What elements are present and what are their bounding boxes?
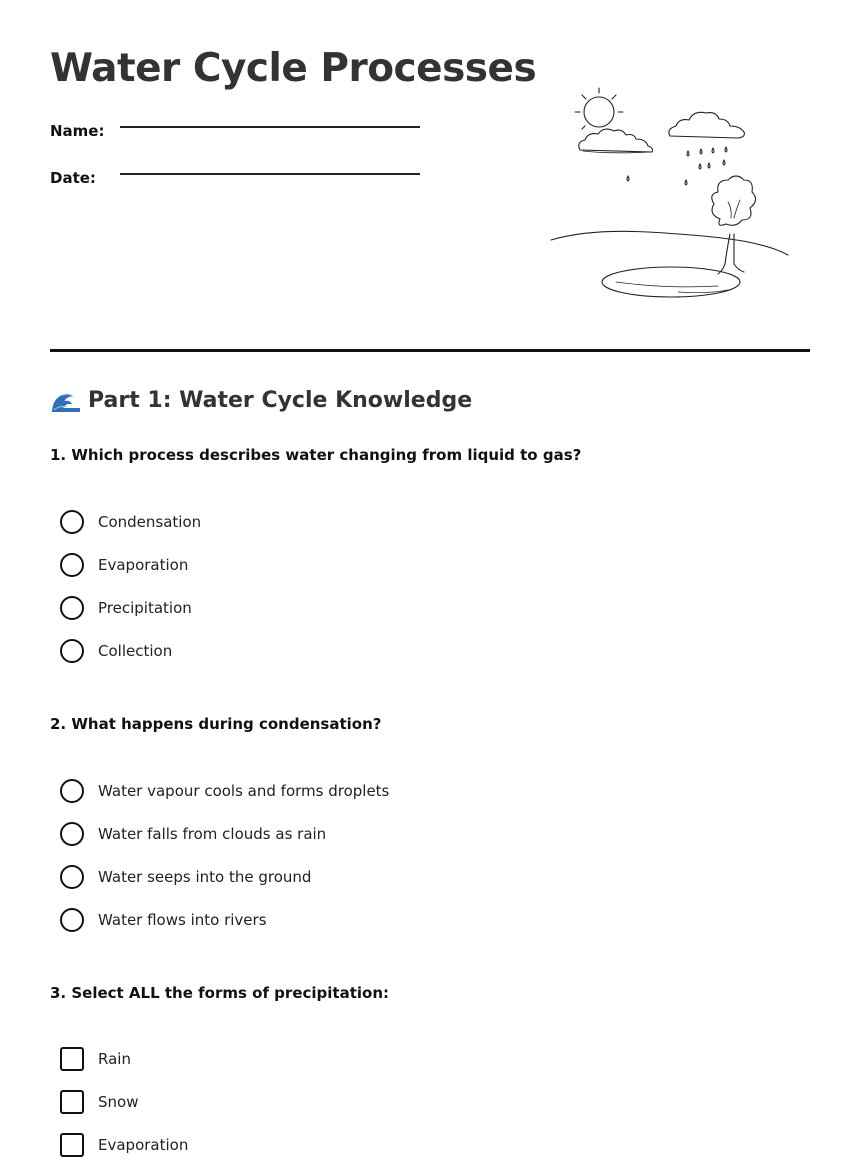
- q2-option-2[interactable]: [60, 821, 326, 847]
- radio-button[interactable]: [60, 510, 84, 534]
- checkbox[interactable]: [60, 1090, 84, 1114]
- q2-option-4[interactable]: [60, 907, 267, 933]
- q1-option-evaporation[interactable]: [60, 552, 188, 578]
- q1-option-precipitation[interactable]: [60, 595, 192, 621]
- radio-button[interactable]: [60, 908, 84, 932]
- checkbox[interactable]: [60, 1047, 84, 1071]
- q2-option-3[interactable]: [60, 864, 311, 890]
- option-label: Precipitation: [98, 599, 192, 617]
- radio-button[interactable]: [60, 639, 84, 663]
- q3-option-rain[interactable]: [60, 1046, 131, 1072]
- question-3: 3. Select ALL the forms of precipitation:: [50, 984, 389, 1002]
- section-divider: [50, 349, 810, 352]
- question-2: 2. What happens during condensation?: [50, 715, 382, 733]
- name-label: Name:: [50, 122, 105, 140]
- part1-heading: [50, 388, 472, 413]
- cloud-icon: [579, 129, 653, 152]
- hill-line: [551, 231, 788, 255]
- option-label: Water falls from clouds as rain: [98, 825, 327, 843]
- question-1: 1. Which process describes water changing from liquid to gas?: [50, 446, 582, 464]
- page-title: Water Cycle Processes: [50, 46, 537, 91]
- option-label: Water vapour cools and forms droplets: [98, 782, 390, 800]
- water-cycle-illustration: [548, 84, 793, 304]
- option-label: Evaporation: [98, 1136, 189, 1154]
- checkbox[interactable]: [60, 1133, 84, 1157]
- radio-button[interactable]: [60, 865, 84, 889]
- q3-option-snow[interactable]: [60, 1089, 138, 1115]
- radio-button[interactable]: [60, 553, 84, 577]
- option-label: Collection: [98, 642, 173, 660]
- part1-title: Part 1: Water Cycle Knowledge: [88, 388, 473, 413]
- wave-icon: [50, 389, 81, 413]
- tree-icon: [712, 176, 756, 274]
- sun-icon: [575, 88, 623, 129]
- radio-button[interactable]: [60, 596, 84, 620]
- option-label: Evaporation: [98, 556, 189, 574]
- name-field[interactable]: [120, 126, 420, 128]
- option-label: Water flows into rivers: [98, 911, 267, 929]
- option-label: Condensation: [98, 513, 202, 531]
- option-label: Water seeps into the ground: [98, 868, 312, 886]
- option-label: Snow: [98, 1093, 139, 1111]
- radio-button[interactable]: [60, 779, 84, 803]
- date-label: Date:: [50, 169, 96, 187]
- date-field[interactable]: [120, 173, 420, 175]
- q1-option-condensation[interactable]: [60, 509, 201, 535]
- q3-option-evaporation[interactable]: [60, 1132, 188, 1158]
- pond-icon: [602, 267, 740, 297]
- q2-option-1[interactable]: [60, 778, 389, 804]
- q1-option-collection[interactable]: [60, 638, 172, 664]
- radio-button[interactable]: [60, 822, 84, 846]
- option-label: Rain: [98, 1050, 131, 1068]
- rain-cloud-icon: [669, 112, 745, 138]
